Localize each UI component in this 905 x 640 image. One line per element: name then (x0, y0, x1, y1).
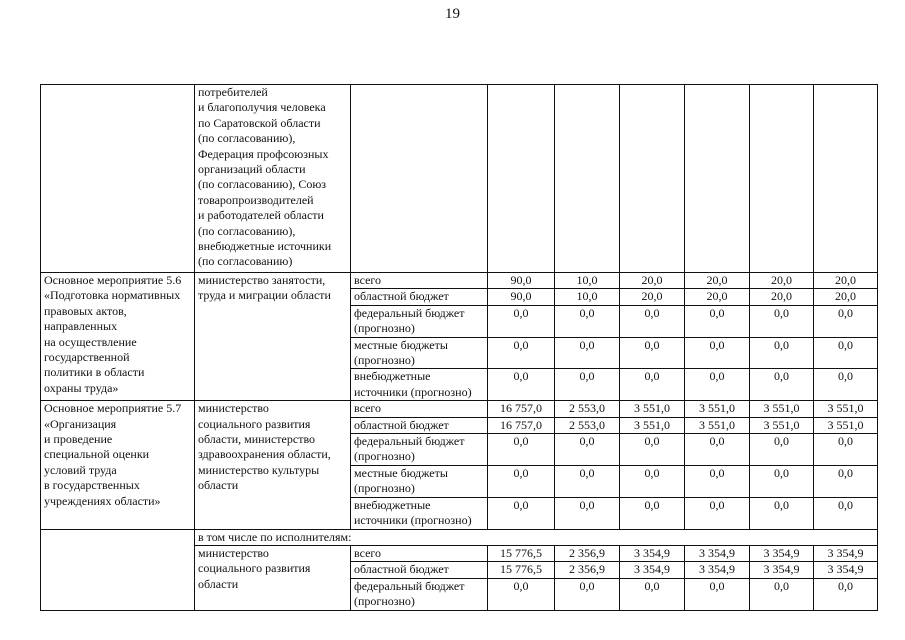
value-cell: 0,0 (620, 369, 685, 401)
value-cell: 90,0 (488, 273, 555, 289)
value-cell: 16 757,0 (488, 417, 555, 433)
value-cell: 0,0 (750, 305, 814, 337)
executors-cell-line: (по согласованию), Союз (198, 177, 327, 192)
value-cell: 2 356,9 (555, 562, 620, 578)
value-cell: 0,0 (750, 434, 814, 466)
measure-5-7-executor-cell-line: социального развития (198, 416, 311, 431)
funding-source-cell-line: (прогнозно) (354, 594, 415, 609)
value-cell: 20,0 (814, 273, 878, 289)
empty-cell (620, 85, 685, 273)
funding-source-cell (351, 401, 488, 417)
value-cell: 3 551,0 (814, 401, 878, 417)
funding-source-cell-line: федеральный бюджет (354, 305, 465, 320)
funding-source-cell (351, 578, 488, 610)
value-cell: 90,0 (488, 289, 555, 305)
funding-source-cell (351, 497, 488, 529)
value-cell: 0,0 (750, 465, 814, 497)
empty-cell (488, 85, 555, 273)
value-cell: 0,0 (685, 465, 750, 497)
by-executors-label: в том числе по исполнителям: (195, 529, 878, 545)
funding-source-cell-line: всего (354, 545, 382, 560)
value-cell: 0,0 (488, 578, 555, 610)
measure-5-7-name-cell-line: «Организация (44, 416, 117, 431)
budget-table (40, 84, 878, 611)
measure-5-7-executor-cell-line: министерство культуры (198, 462, 320, 477)
measure-5-6-executor-cell (195, 273, 351, 401)
value-cell: 0,0 (814, 369, 878, 401)
funding-source-cell-line: внебюджетные (354, 369, 431, 384)
value-cell: 0,0 (488, 305, 555, 337)
executors-cell-line: (по согласованию), (198, 131, 296, 146)
measure-name-cell (41, 85, 195, 273)
executors-cell (195, 85, 351, 273)
value-cell: 3 551,0 (750, 401, 814, 417)
value-cell: 10,0 (555, 273, 620, 289)
value-cell: 0,0 (685, 369, 750, 401)
measure-5-7-executor-cell (195, 401, 351, 529)
funding-source-cell-line: источники (прогнозно) (354, 513, 472, 528)
measure-5-6-name-cell-line: направленных (44, 319, 118, 334)
value-cell: 3 551,0 (620, 417, 685, 433)
value-cell: 3 551,0 (685, 401, 750, 417)
executors-cell-line: товаропроизводителей (198, 192, 314, 207)
measure-5-6-name-cell-line: правовых актов, (44, 303, 127, 318)
value-cell: 0,0 (620, 497, 685, 529)
measure-5-6-name-cell-line: государственной (44, 350, 130, 365)
value-cell: 2 553,0 (555, 417, 620, 433)
funding-source-cell-line: (прогнозно) (354, 481, 415, 496)
value-cell: 0,0 (488, 337, 555, 369)
funding-source-cell-line: местные бюджеты (354, 337, 448, 352)
table-row (41, 529, 878, 545)
value-cell: 0,0 (814, 578, 878, 610)
table-row (41, 401, 878, 417)
value-cell: 0,0 (685, 578, 750, 610)
funding-source-cell-line: (прогнозно) (354, 321, 415, 336)
empty-cell (555, 85, 620, 273)
value-cell: 3 551,0 (620, 401, 685, 417)
measure-5-7-name-cell-line: Основное мероприятие 5.7 (44, 401, 182, 416)
funding-source-cell-line: федеральный бюджет (354, 578, 465, 593)
value-cell: 20,0 (750, 289, 814, 305)
funding-source-cell-line: областной бюджет (354, 417, 449, 432)
funding-source-cell (351, 273, 488, 289)
empty-cell (814, 85, 878, 273)
measure-5-6-name-cell-line: на осуществление (44, 334, 137, 349)
value-cell: 0,0 (685, 337, 750, 369)
measure-5-7-executor-cell-line: здравоохранения области, (198, 447, 331, 462)
value-cell: 0,0 (555, 497, 620, 529)
value-cell: 20,0 (685, 289, 750, 305)
funding-source-cell (351, 369, 488, 401)
measure-5-7-name-cell-line: в государственных (44, 478, 140, 493)
value-cell: 3 354,9 (685, 545, 750, 561)
value-cell: 0,0 (488, 465, 555, 497)
value-cell: 0,0 (750, 497, 814, 529)
executors-cell-line: внебюджетные источники (198, 239, 332, 254)
value-cell: 0,0 (555, 369, 620, 401)
value-cell: 3 354,9 (814, 545, 878, 561)
measure-5-6-executor-cell-line: министерство занятости, (198, 273, 326, 287)
funding-source-cell (351, 289, 488, 305)
funding-source-cell-line: местные бюджеты (354, 465, 448, 480)
value-cell: 2 356,9 (555, 545, 620, 561)
value-cell: 0,0 (620, 578, 685, 610)
executors-cell-line: по Саратовской области (198, 115, 321, 130)
empty-cell (685, 85, 750, 273)
measure-5-7-name-cell-line: специальной оценки (44, 447, 150, 462)
value-cell: 3 551,0 (814, 417, 878, 433)
value-cell: 20,0 (750, 273, 814, 289)
funding-source-cell (351, 545, 488, 561)
funding-source-cell (351, 562, 488, 578)
measure-5-6-name-cell-line: «Подготовка нормативных (44, 288, 181, 303)
funding-source-cell-line: всего (354, 273, 382, 287)
value-cell: 0,0 (555, 465, 620, 497)
funding-source-cell-line: федеральный бюджет (354, 434, 465, 449)
measure-5-7-executor-cell-line: области, министерство (198, 432, 316, 447)
measure-5-7-name-cont-cell (41, 529, 195, 610)
value-cell: 0,0 (750, 369, 814, 401)
sub-executor-cell-line: социального развития (198, 561, 311, 576)
value-cell: 0,0 (814, 337, 878, 369)
value-cell: 0,0 (620, 434, 685, 466)
value-cell: 3 354,9 (750, 562, 814, 578)
value-cell: 0,0 (814, 465, 878, 497)
executors-cell-line: (по согласованию) (198, 254, 293, 269)
value-cell: 0,0 (814, 305, 878, 337)
value-cell: 20,0 (685, 273, 750, 289)
value-cell: 0,0 (685, 434, 750, 466)
measure-5-7-name-cell-line: и проведение (44, 432, 113, 447)
value-cell: 0,0 (555, 305, 620, 337)
funding-source-cell-line: (прогнозно) (354, 449, 415, 464)
executors-cell-line: потребителей (198, 85, 268, 99)
value-cell: 0,0 (620, 465, 685, 497)
measure-5-6-name-cell-line: Основное мероприятие 5.6 (44, 273, 182, 287)
value-cell: 0,0 (488, 434, 555, 466)
value-cell: 0,0 (620, 305, 685, 337)
funding-source-cell (351, 337, 488, 369)
value-cell: 0,0 (555, 337, 620, 369)
measure-5-7-executor-cell-line: министерство (198, 401, 269, 416)
funding-source-cell-line: внебюджетные (354, 497, 431, 512)
value-cell: 0,0 (750, 337, 814, 369)
measure-5-7-name-cell (41, 401, 195, 529)
funding-source-cell (351, 434, 488, 466)
table-row (41, 85, 878, 273)
value-cell: 0,0 (814, 434, 878, 466)
funding-source-cell (351, 417, 488, 433)
value-cell: 3 354,9 (750, 545, 814, 561)
funding-source-cell-line: (прогнозно) (354, 353, 415, 368)
value-cell: 3 354,9 (685, 562, 750, 578)
funding-source-cell (351, 305, 488, 337)
value-cell: 20,0 (620, 273, 685, 289)
sub-executor-cell-line: министерство (198, 545, 269, 560)
value-cell: 20,0 (620, 289, 685, 305)
value-cell: 3 354,9 (620, 545, 685, 561)
value-cell: 15 776,5 (488, 545, 555, 561)
value-cell: 0,0 (750, 578, 814, 610)
funding-source-cell-line: областной бюджет (354, 562, 449, 577)
value-cell: 16 757,0 (488, 401, 555, 417)
value-cell: 0,0 (685, 305, 750, 337)
measure-5-7-name-cell-line: условий труда (44, 462, 117, 477)
value-cell: 20,0 (814, 289, 878, 305)
funding-source-cell-line: источники (прогнозно) (354, 384, 472, 399)
measure-5-7-name-cell-line: учреждениях области» (44, 493, 161, 508)
value-cell: 15 776,5 (488, 562, 555, 578)
value-cell: 2 553,0 (555, 401, 620, 417)
value-cell: 3 354,9 (620, 562, 685, 578)
value-cell: 0,0 (685, 497, 750, 529)
measure-5-7-executor-cell-line: области (198, 478, 239, 493)
value-cell: 0,0 (555, 578, 620, 610)
page-number: 19 (445, 6, 460, 22)
value-cell: 3 551,0 (750, 417, 814, 433)
value-cell: 3 551,0 (685, 417, 750, 433)
value-cell: 0,0 (814, 497, 878, 529)
executors-cell-line: (по согласованию), (198, 223, 296, 238)
value-cell: 10,0 (555, 289, 620, 305)
measure-5-6-name-cell-line: политики в области (44, 365, 145, 380)
table-row (41, 273, 878, 289)
measure-5-6-name-cell (41, 273, 195, 401)
measure-5-6-executor-cell-line: труда и миграции области (198, 288, 331, 303)
executors-cell-line: Федерация профсоюзных (198, 146, 329, 161)
value-cell: 0,0 (488, 497, 555, 529)
executors-cell-line: организаций области (198, 162, 306, 177)
empty-cell (351, 85, 488, 273)
funding-source-cell (351, 465, 488, 497)
value-cell: 0,0 (488, 369, 555, 401)
measure-5-6-name-cell-line: охраны труда» (44, 380, 119, 395)
executors-cell-line: и благополучия человека (198, 100, 326, 115)
funding-source-cell-line: всего (354, 401, 382, 416)
funding-source-cell-line: областной бюджет (354, 289, 449, 304)
sub-executor-cell-line: области (198, 576, 239, 591)
sub-executor-cell (195, 545, 351, 610)
executors-cell-line: и работодателей области (198, 208, 324, 223)
value-cell: 3 354,9 (814, 562, 878, 578)
value-cell: 0,0 (555, 434, 620, 466)
empty-cell (750, 85, 814, 273)
value-cell: 0,0 (620, 337, 685, 369)
